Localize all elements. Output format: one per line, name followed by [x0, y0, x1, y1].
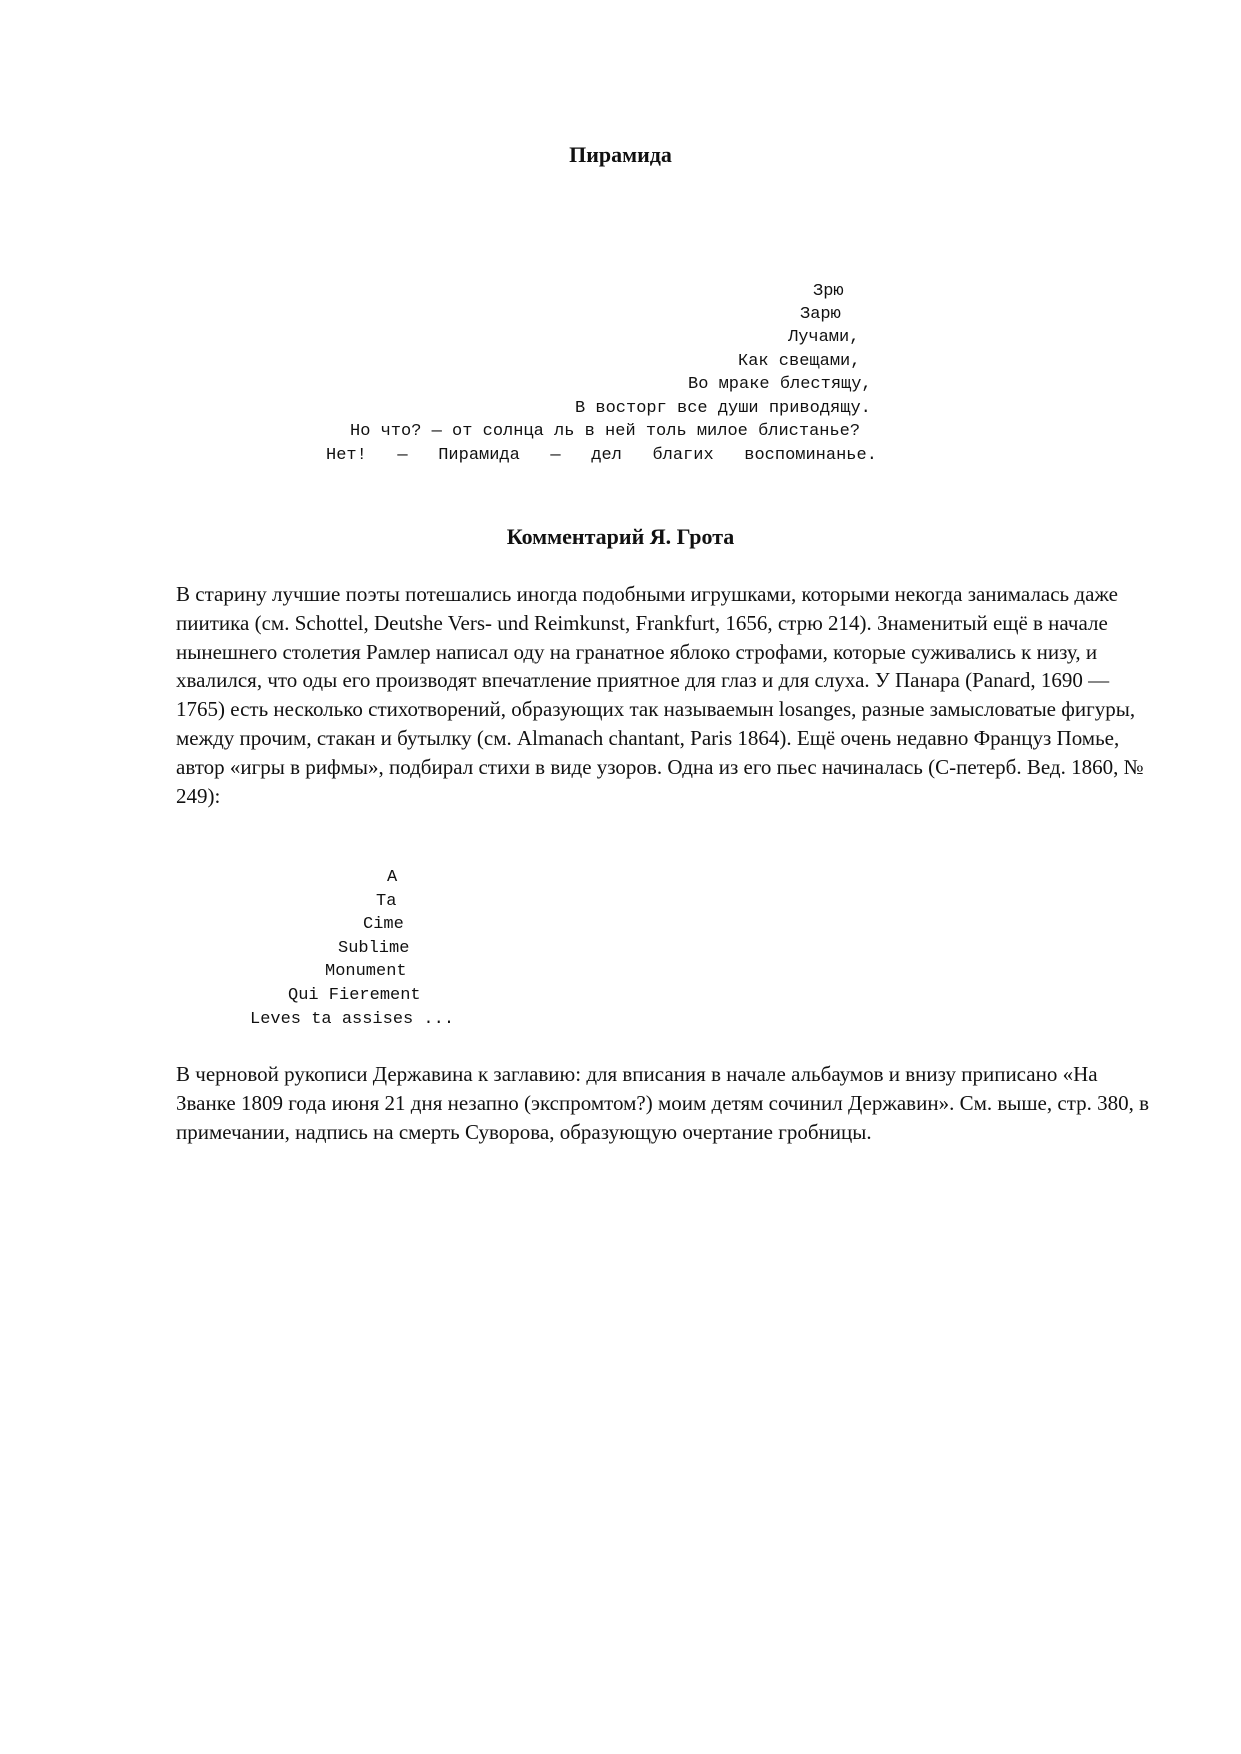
commentary-paragraph: В черновой рукописи Державина к заглавию: для вписания в начале альбаумов и внизу приписано «На Званке 1809 года июня 21 дня незапно (экспромтом?) моим детям сочинил Державин». См. выше, стр. 380, в примечании, надпись на смерть Суворова, образующую очертание гробницы.: [176, 1062, 1150, 1144]
poem-line: Зрю: [813, 282, 844, 301]
french-verse-line: Cime: [363, 915, 404, 934]
poem-line: Во мраке блестящу,: [688, 375, 872, 394]
poem-line: Но что? — от солнца ль в ней толь милое блистанье?: [350, 422, 861, 441]
commentary-title: Комментарий Я. Грота: [506, 524, 735, 549]
poem-line: Зарю: [800, 305, 841, 324]
french-verse-line: Sublime: [338, 939, 410, 958]
commentary-paragraph: В старину лучшие поэты потешались иногда подобными игрушками, которыми некогда занималась даже пиитика (см. Schottel, Deutshe Vers- und Reimkunst, Frankfurt, 1656, стрю 214). Знаменитый ещё в начале нынешнего столетия Рамлер написал оду на гранатное яблоко строфами, которые суживались к низу, и хвалился, что оды его производят впечатление приятное для глаз и для слуха. У Панара (Panard, 1690 — 1765) есть несколько стихотворений, образующих так называемын losanges, разные замысловатые фигуры, между прочим, стакан и бутылку (см. Almanach chantant, Paris 1864). Ещё очень недавно Француз Помье, автор «игры в рифмы», подбирал стихи в виде узоров. Одна из его пьес начиналась (С-петерб. Вед. 1860, № 249):: [176, 582, 1144, 808]
poem-line: В восторг все души приводящу.: [575, 399, 871, 418]
poem-line: Нет! — Пирамида — дел благих воспоминанье.: [326, 446, 877, 465]
french-verse-line: Leves ta assises ...: [250, 1010, 455, 1029]
poem-line: Лучами,: [788, 328, 860, 347]
french-verse-line: Qui Fierement: [288, 986, 421, 1005]
poem-line: Как свещами,: [738, 352, 861, 371]
french-verse-line: A: [387, 868, 398, 887]
poem-title: Пирамида: [569, 142, 672, 167]
french-verse-line: Monument: [325, 962, 407, 981]
french-verse-line: Ta: [376, 892, 397, 911]
